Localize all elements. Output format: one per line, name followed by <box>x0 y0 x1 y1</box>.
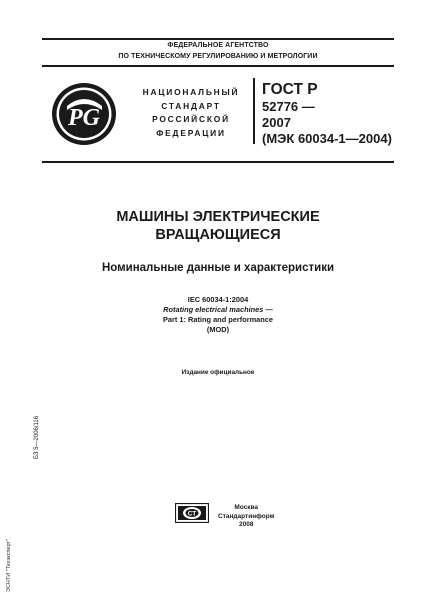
svg-text:СТ: СТ <box>187 510 197 518</box>
agency-name-line1: ФЕДЕРАЛЬНОЕ АГЕНТСТВО <box>167 42 269 49</box>
svg-text:PG: PG <box>68 105 100 131</box>
standard-label-line1: НАЦИОНАЛЬНЫЙ <box>142 87 240 97</box>
publisher-name: Стандартинформ <box>218 512 275 520</box>
rst-emblem-icon <box>50 80 118 148</box>
edition-label: Издание официальное <box>181 369 255 376</box>
title-line2: ВРАЩАЮЩИЕСЯ <box>155 227 281 243</box>
designation-line1: ГОСТ Р <box>262 81 318 98</box>
header-rule <box>42 65 394 67</box>
document-title <box>42 208 394 244</box>
standard-label-line4: ФЕДЕРАЦИИ <box>156 127 226 138</box>
designation-rule <box>42 161 394 163</box>
iec-line1: IEC 60034-1:2004 <box>187 295 249 304</box>
designation-line4: (МЭК 60034-1—2004) <box>262 131 392 146</box>
standard-designation <box>262 80 392 147</box>
standard-label <box>128 86 254 140</box>
bz-note: БЗ 5—2006/116 <box>34 415 40 459</box>
designation-line3: 2007 <box>262 115 291 130</box>
iec-reference <box>42 295 394 335</box>
designation-line2: 52776 — <box>262 99 315 114</box>
iec-line4: (MOD) <box>206 325 230 334</box>
iec-line2: Rotating electrical machines — <box>163 305 273 314</box>
agency-name-line2: ПО ТЕХНИЧЕСКОМУ РЕГУЛИРОВАНИЮ И МЕТРОЛОГИИ <box>118 53 318 60</box>
library-note: ЭСНТИ "Техэксперт" <box>6 539 12 592</box>
standard-label-line2: СТАНДАРТ <box>161 100 221 111</box>
publisher-year: 2008 <box>238 521 254 528</box>
standard-label-line3: РОССИЙСКОЙ <box>152 114 230 124</box>
top-rule <box>42 38 394 40</box>
publisher-city: Москва <box>234 504 259 511</box>
document-subtitle: Номинальные данные и характеристики <box>101 262 335 274</box>
iec-line3: Part 1: Rating and performance <box>162 315 274 324</box>
publisher-logo-icon <box>175 503 209 523</box>
vertical-divider <box>253 78 255 144</box>
title-line1: МАШИНЫ ЭЛЕКТРИЧЕСКИЕ <box>116 209 320 225</box>
publisher-info <box>218 504 274 530</box>
